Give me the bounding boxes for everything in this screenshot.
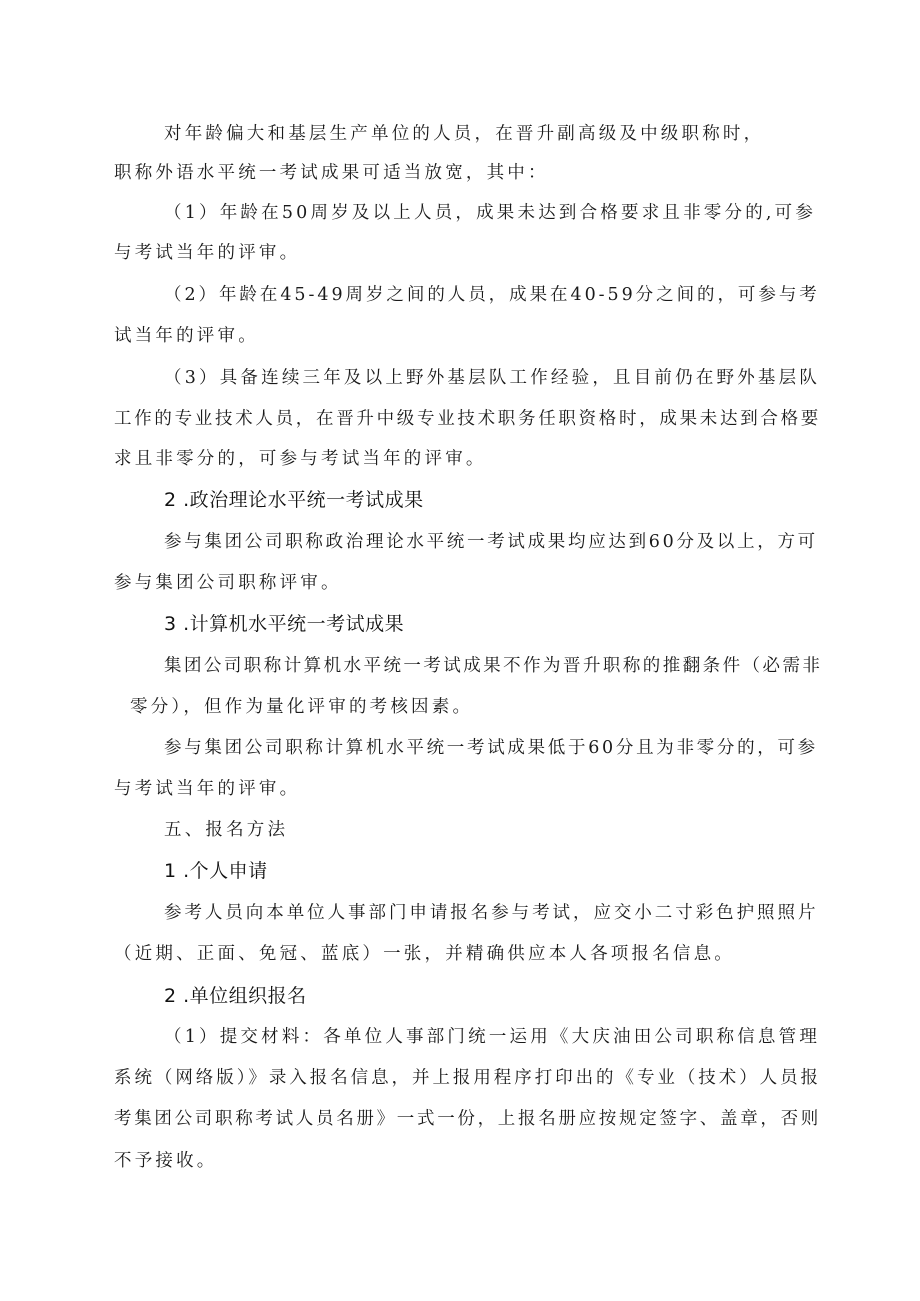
paragraph-line: 对年龄偏大和基层生产单位的人员，在晋升副高级及中级职称时， <box>164 124 765 144</box>
paragraph-line: （1）提交材料：各单位人事部门统一运用《大庆油田公司职称信息管理 <box>164 1027 821 1047</box>
paragraph-line: 参与集团公司职称评审。 <box>114 573 342 593</box>
section-heading: 1 .个人申请 <box>164 860 268 882</box>
paragraph-line: （1）年龄在50周岁及以上人员，成果未达到合格要求且非零分的,可参 <box>164 203 817 223</box>
paragraph-line: 集团公司职称计算机水平统一考试成果不作为晋升职称的推翻条件（必需非 <box>164 656 823 676</box>
paragraph-line: 与考试当年的评审。 <box>114 243 301 263</box>
paragraph-line: （3）具备连续三年及以上野外基层队工作经验，且目前仍在野外基层队 <box>164 368 821 388</box>
paragraph-line: 职称外语水平统一考试成果可适当放宽，其中： <box>114 163 549 183</box>
paragraph-line: 系统（网络版）》录入报名信息，并上报用程序打印出的《专业（技术）人员报 <box>114 1068 821 1088</box>
paragraph-line: 考集团公司职称考试人员名册》一式一份，上报名册应按规定签字、盖章，否则 <box>114 1109 821 1129</box>
section-heading: 2 .政治理论水平统一考试成果 <box>164 489 424 511</box>
paragraph-line: 参与集团公司职称计算机水平统一考试成果低于60分且为非零分的，可参 <box>164 738 818 758</box>
paragraph-line: 与考试当年的评审。 <box>114 779 301 799</box>
paragraph-line: 不予接收。 <box>114 1151 218 1171</box>
paragraph-line: 试当年的评审。 <box>114 326 259 346</box>
section-heading-chinese: 五、报名方法 <box>164 820 289 840</box>
paragraph-line: 参与集团公司职称政治理论水平统一考试成果均应达到60分及以上，方可 <box>164 532 818 552</box>
paragraph-line: 参考人员向本单位人事部门申请报名参与考试，应交小二寸彩色护照照片 <box>164 903 819 923</box>
section-heading: 3 .计算机水平统一考试成果 <box>164 613 405 635</box>
paragraph-line: 零分），但作为量化评审的考核因素。 <box>130 697 474 717</box>
paragraph-line: （近期、正面、免冠、蓝底）一张，并精确供应本人各项报名信息。 <box>114 944 735 964</box>
paragraph-line: 工作的专业技术人员，在晋升中级专业技术职务任职资格时，成果未达到合格要 <box>114 409 821 429</box>
section-heading: 2 .单位组织报名 <box>164 985 307 1007</box>
paragraph-line: 求且非零分的，可参与考试当年的评审。 <box>114 449 487 469</box>
paragraph-line: （2）年龄在45-49周岁之间的人员，成果在40-59分之间的，可参与考 <box>164 285 820 305</box>
